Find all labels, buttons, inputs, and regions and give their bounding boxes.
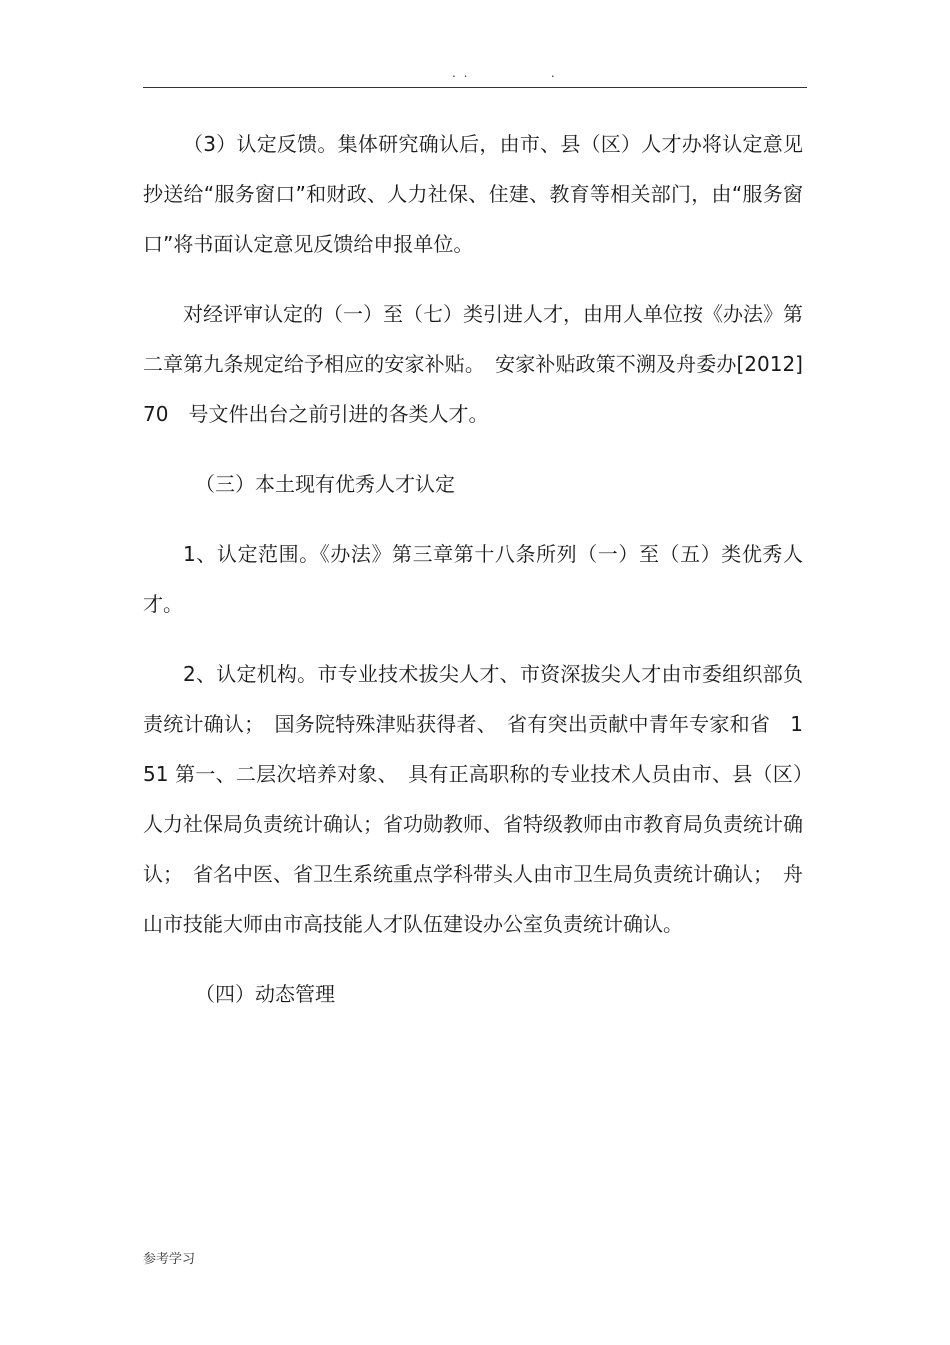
paragraph-recognition-scope: 1、认定范围。《办法》第三章第十八条所列（一）至（五）类优秀人才。 [143,542,803,616]
paragraph-recognition-feedback: （3）认定反馈。集体研究确认后，由市、县（区）人才办将认定意见抄送给“服务窗口”和财政、人力社保、住建、教育等相关部门，由“服务窗口”将书面认定意见反馈给申报单位。 [143,132,803,256]
document-body [143,119,803,1019]
paragraph-recognition-agencies: 2、认定机构。市专业技术拔尖人才、市资深拔尖人才由市委组织部负责统计确认； 国务院特殊津贴获得者、 省有突出贡献中青年专家和省 151 第一、二层次培养对象、 具有正高职称的专业技术人员由市、县（区）人力社保局负责统计确认；省功勋教师、省特级教师由市教育局负责统计确认； 省名中医、省卫生系统重点学科带头人由市卫生局负责统计确认； 舟山市技能大师由市高技能人才队伍建设办公室负责统计确认。 [143,662,803,936]
header-dots: . . . [452,66,557,80]
section-heading-local-talent: （三）本土现有优秀人才认定 [195,472,455,496]
footer-label: 参考学习 [143,1252,196,1267]
paragraph-settlement-subsidy: 对经评审认定的（一）至（七）类引进人才，由用人单位按《办法》第二章第九条规定给予相应的安家补贴。 安家补贴政策不溯及舟委办[2012]70 号文件出台之前引进的各类人才。 [143,302,803,426]
section-heading-dynamic-management: （四）动态管理 [195,982,335,1006]
header-rule [143,87,807,88]
